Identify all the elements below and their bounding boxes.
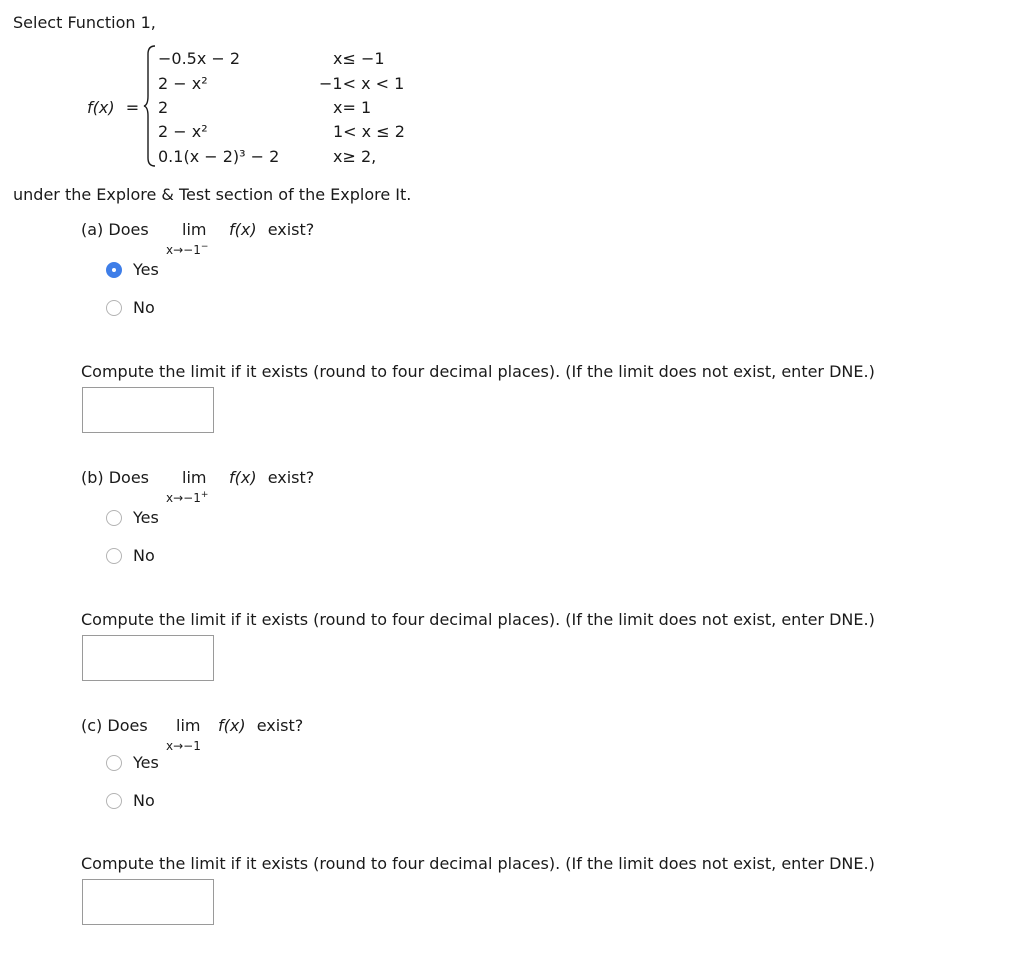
question-fx: [218, 716, 303, 735]
limit-side: −: [200, 242, 209, 252]
question-suffix: exist?: [267, 220, 315, 239]
radio-no[interactable]: [106, 793, 122, 809]
limit-subscript: [166, 490, 208, 505]
piece-expr-1: 2 − x²: [158, 74, 208, 93]
limit-side: +: [200, 490, 209, 500]
question-prefix: (b) Does: [81, 468, 150, 487]
piece-expr-4: 0.1(x − 2)³ − 2: [158, 147, 280, 166]
option-yes-label[interactable]: Yes: [133, 508, 159, 527]
answer-input[interactable]: [82, 387, 214, 433]
limit-word: lim: [182, 220, 207, 239]
option-yes-label[interactable]: Yes: [133, 260, 159, 279]
piece-cond-3: 1< x ≤ 2: [333, 122, 405, 141]
function-ref: f(x): [229, 468, 257, 487]
piece-cond-0: x≤ −1: [333, 49, 385, 68]
function-label: [87, 98, 139, 117]
radio-yes[interactable]: [106, 262, 122, 278]
question-suffix: exist?: [267, 468, 315, 487]
question-fx: [229, 468, 314, 487]
intro-text: Select Function 1,: [13, 13, 156, 32]
radio-no[interactable]: [106, 300, 122, 316]
radio-yes[interactable]: [106, 510, 122, 526]
compute-instruction: Compute the limit if it exists (round to four decimal places). (If the limit does not exist, enter DNE.): [81, 362, 875, 381]
limit-subscript: [166, 242, 208, 257]
limit-approach: x→−1: [166, 243, 201, 257]
compute-instruction: Compute the limit if it exists (round to four decimal places). (If the limit does not exist, enter DNE.): [81, 610, 875, 629]
piece-expr-2: 2: [158, 98, 169, 117]
limit-approach: x→−1: [166, 739, 201, 753]
option-no-label[interactable]: No: [133, 791, 155, 810]
compute-instruction: Compute the limit if it exists (round to four decimal places). (If the limit does not exist, enter DNE.): [81, 854, 875, 873]
radio-yes[interactable]: [106, 755, 122, 771]
piece-cond-1: −1< x < 1: [319, 74, 405, 93]
function-ref: f(x): [229, 220, 257, 239]
piece-expr-3: 2 − x²: [158, 122, 208, 141]
option-no-label[interactable]: No: [133, 298, 155, 317]
equals-sign: =: [125, 98, 140, 117]
limit-approach: x→−1: [166, 491, 201, 505]
piece-expr-0: −0.5x − 2: [158, 49, 241, 68]
question-prefix: (a) Does: [81, 220, 149, 239]
answer-input[interactable]: [82, 879, 214, 925]
option-yes-label[interactable]: Yes: [133, 753, 159, 772]
limit-word: lim: [182, 468, 207, 487]
context-text: under the Explore & Test section of the Explore It.: [13, 185, 412, 204]
question-prefix: (c) Does: [81, 716, 148, 735]
left-brace: [143, 44, 157, 168]
option-no-label[interactable]: No: [133, 546, 155, 565]
radio-no[interactable]: [106, 548, 122, 564]
answer-input[interactable]: [82, 635, 214, 681]
piece-cond-2: x= 1: [333, 98, 372, 117]
function-ref: f(x): [218, 716, 246, 735]
question-fx: [229, 220, 314, 239]
limit-subscript: [166, 738, 201, 753]
piece-cond-4: x≥ 2,: [333, 147, 377, 166]
limit-word: lim: [176, 716, 201, 735]
function-name: f(x): [87, 98, 115, 117]
question-suffix: exist?: [256, 716, 304, 735]
